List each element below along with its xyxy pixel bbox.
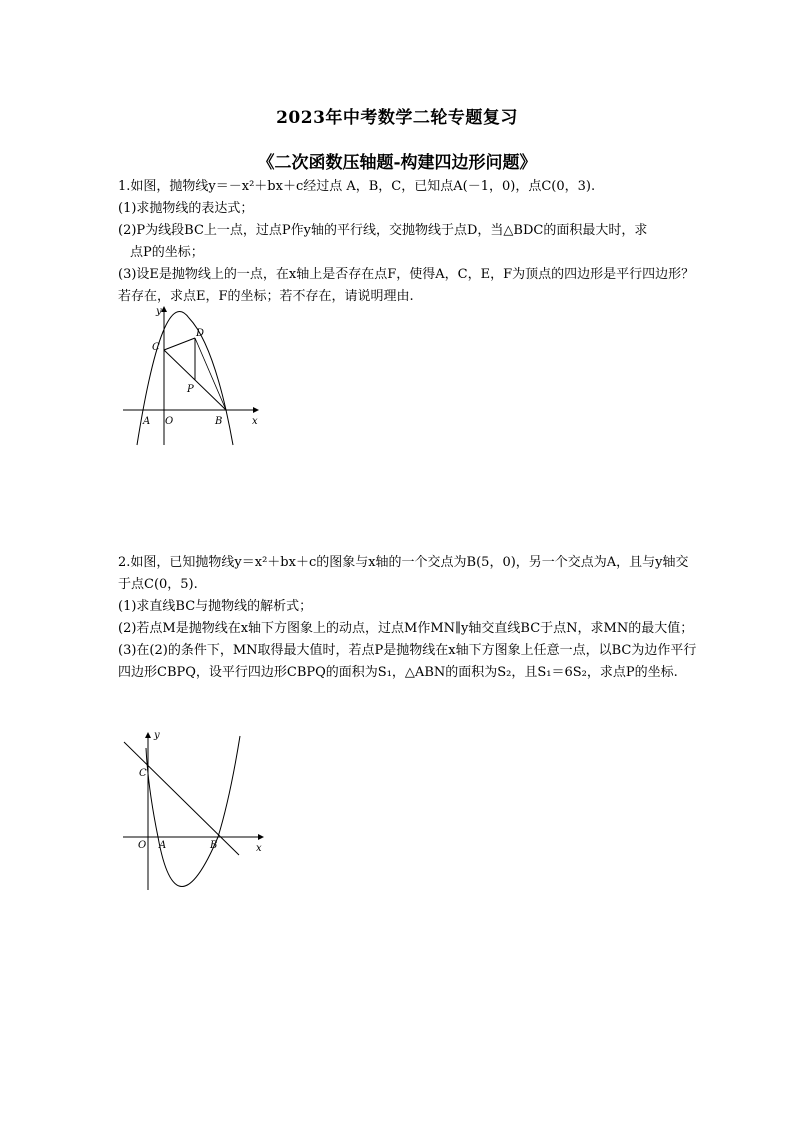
p1-label-d: D — [196, 328, 205, 339]
p1-label-b: B — [215, 416, 223, 427]
p2-label-y: y — [154, 730, 160, 741]
p2-label-o: O — [138, 840, 147, 851]
p2-label-c: C — [139, 768, 147, 779]
problem-1 — [118, 176, 700, 308]
p2-label-a: A — [159, 840, 167, 851]
problem-1-question-2: (2)P为线段BC上一点，过点P作y轴的平行线，交抛物线于点D，当△BDC的面积最大时，求 — [118, 223, 648, 238]
p2-x-arrow — [258, 834, 264, 840]
p1-label-x: x — [252, 416, 258, 427]
problem-2-question-2: (2)若点M是抛物线在x轴下方图象上的动点，过点M作MN∥y轴交直线BC于点N，求MN的最大值； — [118, 621, 694, 636]
p2-label-b: B — [210, 840, 218, 851]
p1-label-y: y — [156, 306, 162, 317]
page-subtitle: 《二次函数压轴题-构建四边形问题》 — [257, 153, 537, 173]
problem-1-stem: 1.如图，抛物线y＝－x²＋bx＋c经过点 A，B，C，已知点A(－1，0)，点C(0，3). — [118, 179, 596, 194]
p1-label-o: O — [165, 416, 174, 427]
page-title: 2023年中考数学二轮专题复习 — [276, 108, 518, 128]
problem-2-figure — [118, 728, 278, 898]
p2-label-x: x — [256, 843, 262, 854]
p1-segment-db — [195, 338, 226, 410]
p1-label-c: C — [152, 342, 160, 353]
problem-2-question-1: (1)求直线BC与抛物线的解析式； — [118, 599, 313, 614]
p2-parabola — [146, 736, 240, 887]
p1-label-a: A — [143, 416, 151, 427]
problem-2-stem: 2.如图，已知抛物线y＝x²＋bx＋c的图象与x轴的一个交点为B(5，0)，另一个交点为A，且与y轴交于点C(0，5). — [118, 555, 689, 592]
problem-2 — [118, 552, 700, 684]
problem-1-figure — [118, 300, 268, 450]
p1-label-p: P — [187, 384, 194, 395]
problem-1-question-2-continued: 点P的坐标； — [130, 245, 204, 260]
p2-line-bc — [124, 742, 239, 855]
p1-x-arrow — [253, 407, 259, 413]
problem-1-question-3: (3)设E是抛物线上的一点，在x轴上是否存在点F，使得A，C，E，F为顶点的四边形是平行四边形？若存在，求点E，F的坐标；若不存在，请说明理由. — [118, 267, 695, 304]
p1-y-arrow — [161, 306, 167, 312]
p1-segment-cd — [164, 338, 195, 350]
p2-y-arrow — [145, 732, 151, 738]
problem-1-question-1: (1)求抛物线的表达式； — [118, 201, 254, 216]
problem-2-question-3: (3)在(2)的条件下，MN取得最大值时，若点P是抛物线在x轴下方图象上任意一点，以BC为边作平行四边形CBPQ，设平行四边形CBPQ的面积为S₁，△ABN的面积为S₂，且S₁＝6S₂，求点P的坐标. — [118, 643, 697, 680]
